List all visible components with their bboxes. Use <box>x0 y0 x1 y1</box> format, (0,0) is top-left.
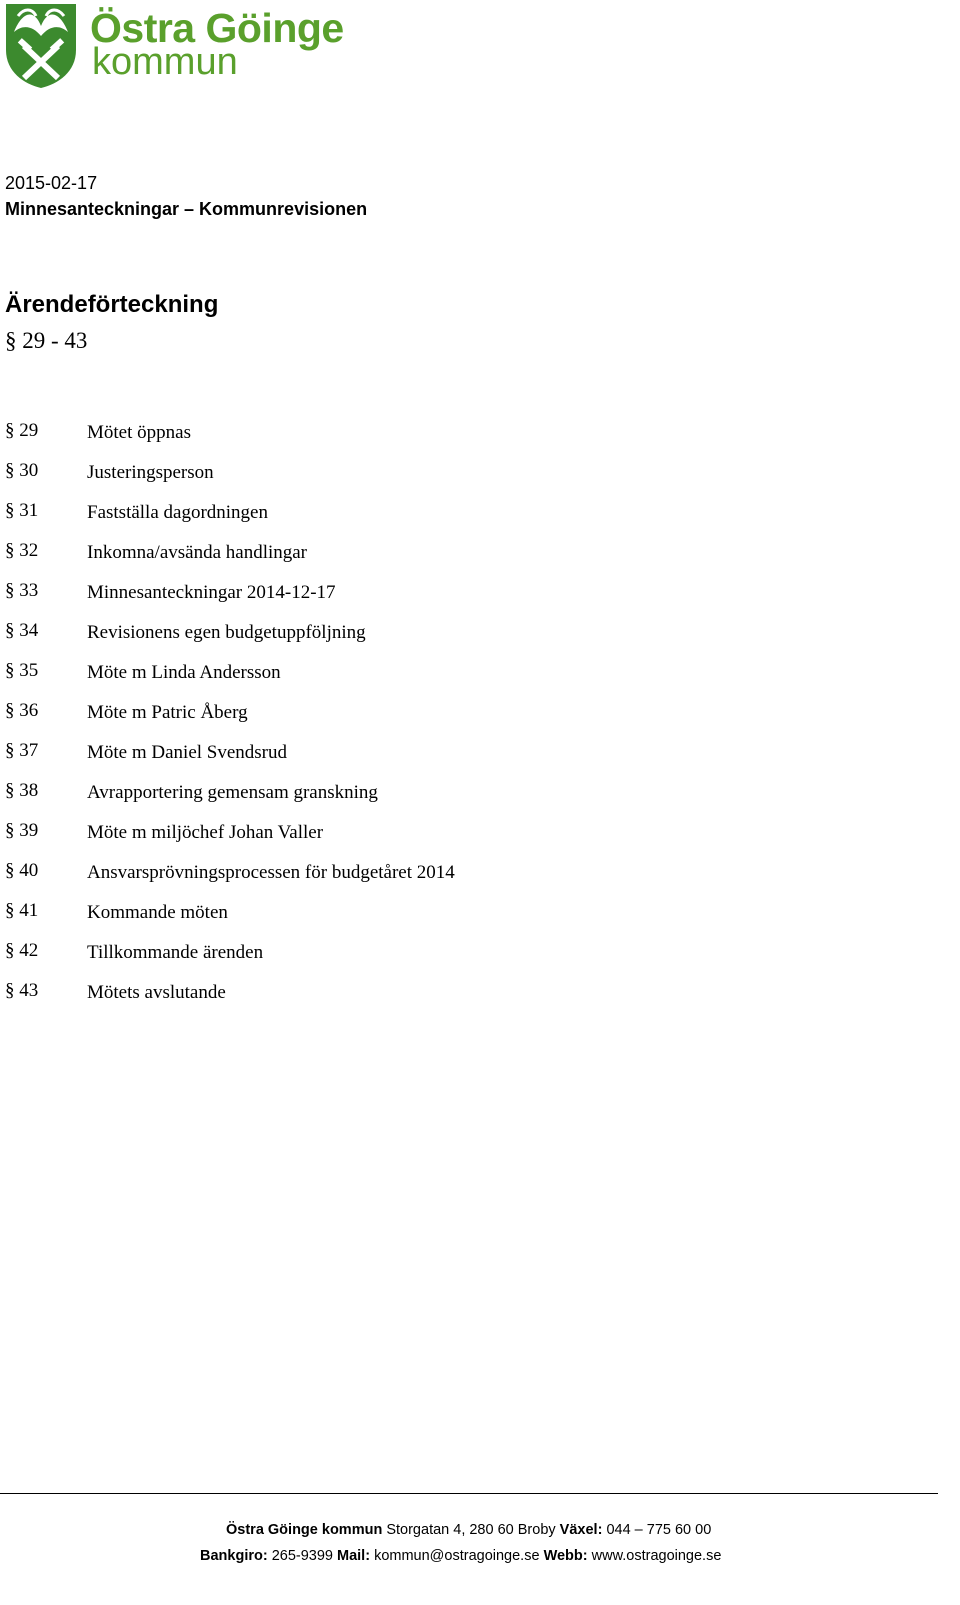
agenda-item <box>5 498 605 538</box>
footer-phone: 044 – 775 60 00 <box>606 1522 712 1538</box>
agenda-item <box>5 898 605 938</box>
section-heading: Ärendeförteckning <box>5 291 219 318</box>
agenda-item-text: Justeringsperson <box>87 462 214 483</box>
footer-org: Östra Göinge kommun <box>226 1522 383 1538</box>
agenda-item-text: Inkomna/avsända handlingar <box>87 542 308 563</box>
agenda-item-number: § 43 <box>5 980 39 1001</box>
footer-contact-line <box>226 1520 711 1540</box>
footer-divider <box>0 1493 938 1494</box>
agenda-item <box>5 818 605 858</box>
agenda-item-number: § 33 <box>5 580 39 601</box>
agenda-item-number: § 41 <box>5 900 39 921</box>
footer-bankgiro-label: Bankgiro: <box>200 1548 268 1564</box>
agenda-item-number: § 34 <box>5 620 39 641</box>
agenda-item-number: § 39 <box>5 820 39 841</box>
agenda-item-number: § 30 <box>5 460 39 481</box>
agenda-item-number: § 31 <box>5 500 39 521</box>
footer-web-link[interactable]: www.ostragoinge.se <box>591 1548 722 1564</box>
agenda-item-text: Ansvarsprövningsprocessen för budgetåret 2014 <box>87 862 455 883</box>
agenda-item-text: Revisionens egen budgetuppföljning <box>87 622 366 643</box>
agenda-item-text: Mötet öppnas <box>87 422 191 443</box>
agenda-item <box>5 578 605 618</box>
agenda-item <box>5 538 605 578</box>
agenda-item-number: § 29 <box>5 420 39 441</box>
footer-address: Storgatan 4, 280 60 Broby <box>386 1522 556 1538</box>
footer-web-label: Webb: <box>543 1548 588 1564</box>
agenda-item <box>5 658 605 698</box>
agenda-item-number: § 42 <box>5 940 39 961</box>
agenda-item-text: Möte m miljöchef Johan Valler <box>87 822 324 843</box>
agenda-item <box>5 778 605 818</box>
agenda-item-number: § 36 <box>5 700 39 721</box>
agenda-item-text: Fastställa dagordningen <box>87 502 268 523</box>
agenda-item <box>5 618 605 658</box>
footer-bankgiro: 265-9399 <box>271 1548 333 1564</box>
agenda-item-number: § 37 <box>5 740 39 761</box>
agenda-item <box>5 978 605 1018</box>
kommun-logo <box>4 2 344 88</box>
agenda-item-number: § 38 <box>5 780 39 801</box>
agenda-item-number: § 40 <box>5 860 39 881</box>
logo-wordmark: Östra Göinge <box>90 5 344 51</box>
agenda-item <box>5 938 605 978</box>
agenda-item-text: Minnesanteckningar 2014-12-17 <box>87 582 336 603</box>
agenda-item-text: Möte m Patric Åberg <box>87 702 248 723</box>
agenda-item-text: Avrapportering gemensam granskning <box>87 782 378 803</box>
logo-subtitle: kommun <box>92 41 238 83</box>
footer-mail-label: Mail: <box>337 1548 371 1564</box>
agenda-item-text: Möte m Linda Andersson <box>87 662 281 683</box>
agenda-item <box>5 418 605 458</box>
agenda-list <box>5 418 605 1018</box>
agenda-item-text: Mötets avslutande <box>87 982 226 1003</box>
document-date: 2015-02-17 <box>5 173 98 193</box>
agenda-item <box>5 698 605 738</box>
footer-mail-link[interactable]: kommun@ostragoinge.se <box>374 1548 540 1564</box>
footer-details-line <box>200 1546 721 1566</box>
document-title: Minnesanteckningar – Kommunrevisionen <box>5 199 368 219</box>
coat-of-arms-icon <box>4 2 78 88</box>
paragraph-range: § 29 - 43 <box>5 328 88 353</box>
agenda-item-text: Möte m Daniel Svendsrud <box>87 742 288 763</box>
agenda-item-number: § 32 <box>5 540 39 561</box>
agenda-item-text: Kommande möten <box>87 902 228 923</box>
agenda-item-number: § 35 <box>5 660 39 681</box>
agenda-item-text: Tillkommande ärenden <box>87 942 264 963</box>
agenda-item <box>5 738 605 778</box>
agenda-item <box>5 458 605 498</box>
agenda-item <box>5 858 605 898</box>
footer-phone-label: Växel: <box>559 1522 603 1538</box>
